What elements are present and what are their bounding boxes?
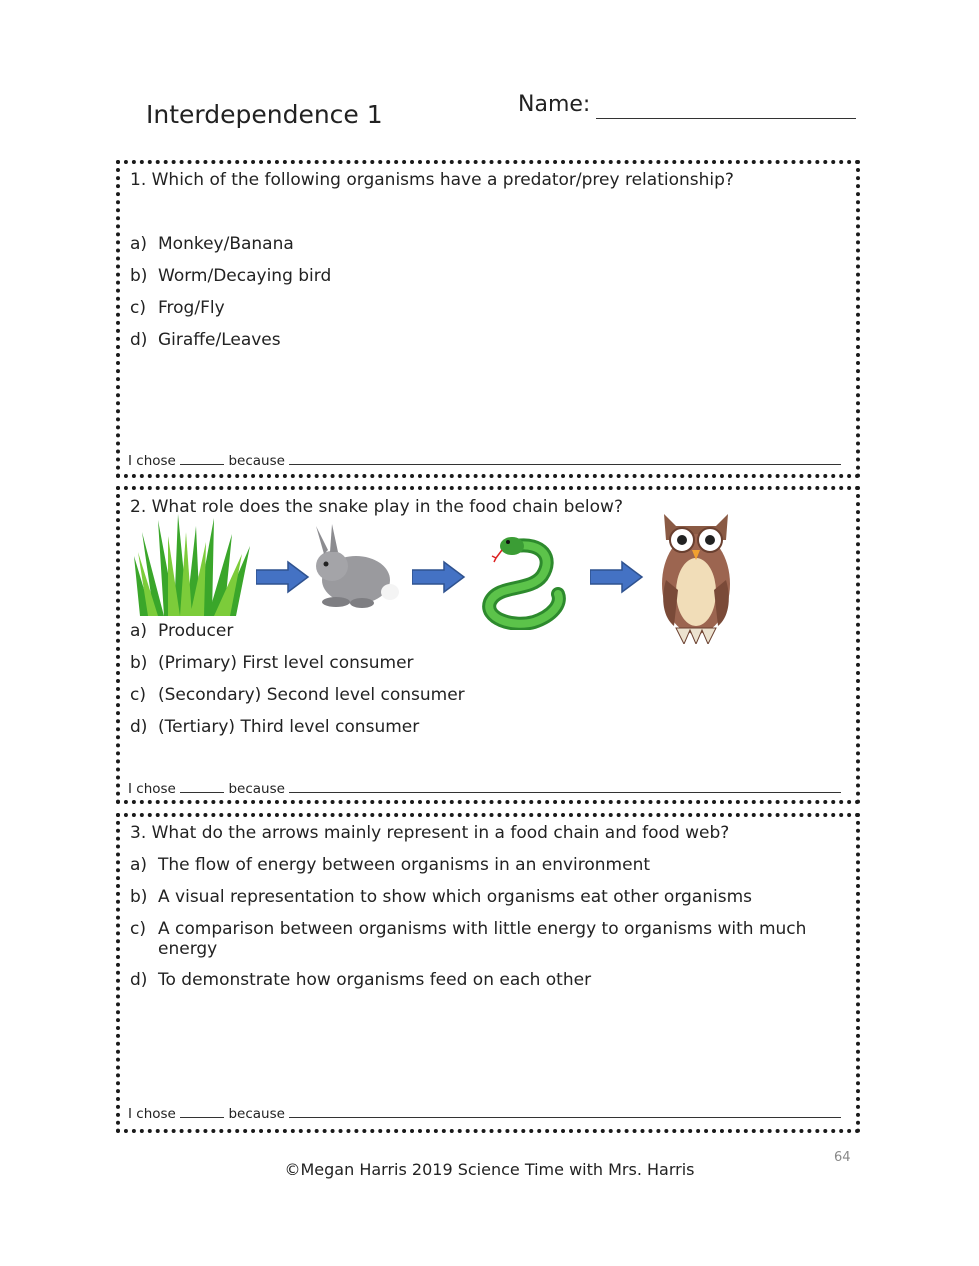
arrow-icon bbox=[256, 560, 310, 594]
question-1-text: 1. Which of the following organisms have a predator/prey relationship? bbox=[130, 170, 734, 190]
question-1-box bbox=[116, 160, 860, 478]
q1-option-c[interactable]: c) Frog/Fly bbox=[130, 298, 225, 318]
question-3-box bbox=[116, 813, 860, 1133]
arrow-icon bbox=[412, 560, 466, 594]
q3-option-c[interactable]: c) A comparison between organisms with little energy to organisms with much energy bbox=[130, 919, 807, 959]
q2-option-d[interactable]: d) (Tertiary) Third level consumer bbox=[130, 717, 420, 737]
rabbit-image bbox=[310, 524, 400, 610]
name-label: Name: bbox=[518, 92, 591, 117]
q2-option-b[interactable]: b) (Primary) First level consumer bbox=[130, 653, 414, 673]
copyright-footer: ©Megan Harris 2019 Science Time with Mrs. Harris bbox=[284, 1160, 695, 1179]
snake-image bbox=[472, 524, 572, 630]
page-number: 64 bbox=[834, 1150, 851, 1165]
q1-option-a[interactable]: a) Monkey/Banana bbox=[130, 234, 294, 254]
question-2-text: 2. What role does the snake play in the food chain below? bbox=[130, 497, 623, 517]
owl-image bbox=[660, 510, 732, 644]
q1-answer-line[interactable]: I chose because bbox=[128, 452, 841, 469]
grass-image bbox=[134, 512, 260, 616]
q1-option-d[interactable]: d) Giraffe/Leaves bbox=[130, 330, 281, 350]
question-3-text: 3. What do the arrows mainly represent in a food chain and food web? bbox=[130, 823, 730, 843]
q3-option-d[interactable]: d) To demonstrate how organisms feed on each other bbox=[130, 970, 592, 990]
arrow-icon bbox=[590, 560, 644, 594]
q2-option-a[interactable]: a) Producer bbox=[130, 621, 234, 641]
q3-option-b[interactable]: b) A visual representation to show which organisms eat other organisms bbox=[130, 887, 752, 907]
q3-option-a[interactable]: a) The flow of energy between organisms in an environment bbox=[130, 855, 651, 875]
q1-option-b[interactable]: b) Worm/Decaying bird bbox=[130, 266, 332, 286]
q3-answer-line[interactable]: I chose because bbox=[128, 1105, 841, 1122]
name-blank-line[interactable] bbox=[596, 118, 856, 119]
question-2-box bbox=[116, 486, 860, 804]
q2-answer-line[interactable]: I chose because bbox=[128, 780, 841, 797]
q2-option-c[interactable]: c) (Secondary) Second level consumer bbox=[130, 685, 465, 705]
worksheet-title: Interdependence 1 bbox=[146, 100, 383, 129]
